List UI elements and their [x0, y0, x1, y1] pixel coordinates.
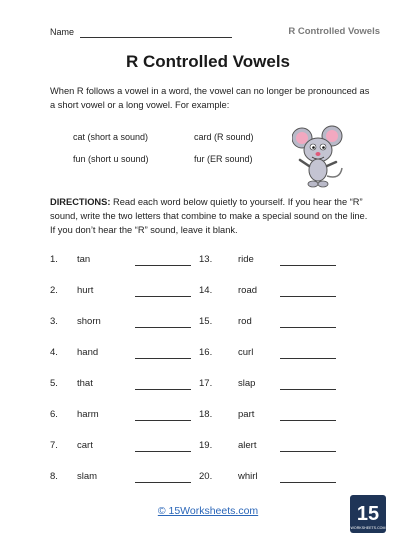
- name-label: Name: [50, 27, 75, 37]
- page-title: R Controlled Vowels: [125, 52, 291, 71]
- item-word: hurt: [77, 285, 94, 296]
- answer-line[interactable]: [280, 482, 336, 483]
- exercise-row: [50, 347, 380, 363]
- item-word: road: [238, 285, 258, 296]
- mouse-illustration: [292, 124, 348, 190]
- answer-line[interactable]: [135, 358, 191, 359]
- item-word: shorn: [77, 316, 101, 327]
- example-item: fun (short u sound): [73, 154, 149, 164]
- answer-line[interactable]: [280, 327, 336, 328]
- intro-text: When R follows a vowel in a word, the vowel can no longer be pronounced as a short vowel or a long vowel. For example:: [50, 86, 370, 110]
- example-item: fur (ER sound): [194, 154, 253, 164]
- exercise-row: [50, 471, 380, 487]
- copyright-link[interactable]: © 15Worksheets.com: [157, 505, 259, 517]
- item-word: whirl: [238, 471, 258, 482]
- answer-line[interactable]: [135, 389, 191, 390]
- directions-label: DIRECTIONS:: [50, 197, 111, 207]
- item-word: ride: [238, 254, 254, 265]
- item-word: that: [77, 378, 93, 389]
- answer-line[interactable]: [280, 358, 336, 359]
- item-word: harm: [77, 409, 99, 420]
- answer-line[interactable]: [135, 327, 191, 328]
- answer-line[interactable]: [280, 420, 336, 421]
- answer-line[interactable]: [135, 265, 191, 266]
- item-word: hand: [77, 347, 99, 358]
- item-number: 18.: [199, 409, 213, 420]
- item-number: 3.: [50, 316, 58, 327]
- item-word: slam: [77, 471, 98, 482]
- item-number: 14.: [199, 285, 213, 296]
- item-word: cart: [77, 440, 93, 451]
- item-number: 6.: [50, 409, 58, 420]
- example-item: cat (short a sound): [73, 132, 149, 142]
- item-number: 5.: [50, 378, 58, 389]
- svg-text:15: 15: [356, 503, 380, 525]
- item-number: 15.: [199, 316, 213, 327]
- directions-body: Read each word below quietly to yourself. If you hear the “R” sound, write the two letters that combine to make a special sound on the line. If you don’t hear the “R” sound, leave it blank.: [50, 197, 368, 235]
- header-title: R Controlled Vowels: [288, 26, 380, 37]
- answer-line[interactable]: [280, 451, 336, 452]
- item-number: 8.: [50, 471, 58, 482]
- item-number: 19.: [199, 440, 213, 451]
- svg-text:WORKSHEETS.COM: WORKSHEETS.COM: [350, 526, 386, 530]
- item-word: curl: [238, 347, 254, 358]
- item-word: tan: [77, 254, 91, 265]
- example-item: card (R sound): [194, 132, 254, 142]
- item-number: 4.: [50, 347, 58, 358]
- item-number: 20.: [199, 471, 213, 482]
- exercise-row: [50, 254, 380, 270]
- item-number: 1.: [50, 254, 58, 265]
- answer-line[interactable]: [135, 296, 191, 297]
- 15worksheets-logo: [350, 495, 386, 533]
- answer-line[interactable]: [280, 265, 336, 266]
- directions-text: [50, 195, 372, 237]
- item-word: part: [238, 409, 255, 420]
- name-line[interactable]: [80, 37, 232, 38]
- exercise-row: [50, 440, 380, 456]
- item-word: alert: [238, 440, 257, 451]
- answer-line[interactable]: [280, 389, 336, 390]
- item-number: 16.: [199, 347, 213, 358]
- exercise-row: [50, 316, 380, 332]
- item-number: 13.: [199, 254, 213, 265]
- exercise-row: [50, 409, 380, 425]
- item-number: 2.: [50, 285, 58, 296]
- item-number: 7.: [50, 440, 58, 451]
- exercise-row: [50, 285, 380, 301]
- answer-line[interactable]: [135, 451, 191, 452]
- worksheet-header: [50, 24, 380, 40]
- item-word: slap: [238, 378, 256, 389]
- answer-line[interactable]: [135, 482, 191, 483]
- exercise-row: [50, 378, 380, 394]
- item-word: rod: [238, 316, 252, 327]
- item-number: 17.: [199, 378, 213, 389]
- answer-line[interactable]: [135, 420, 191, 421]
- answer-line[interactable]: [280, 296, 336, 297]
